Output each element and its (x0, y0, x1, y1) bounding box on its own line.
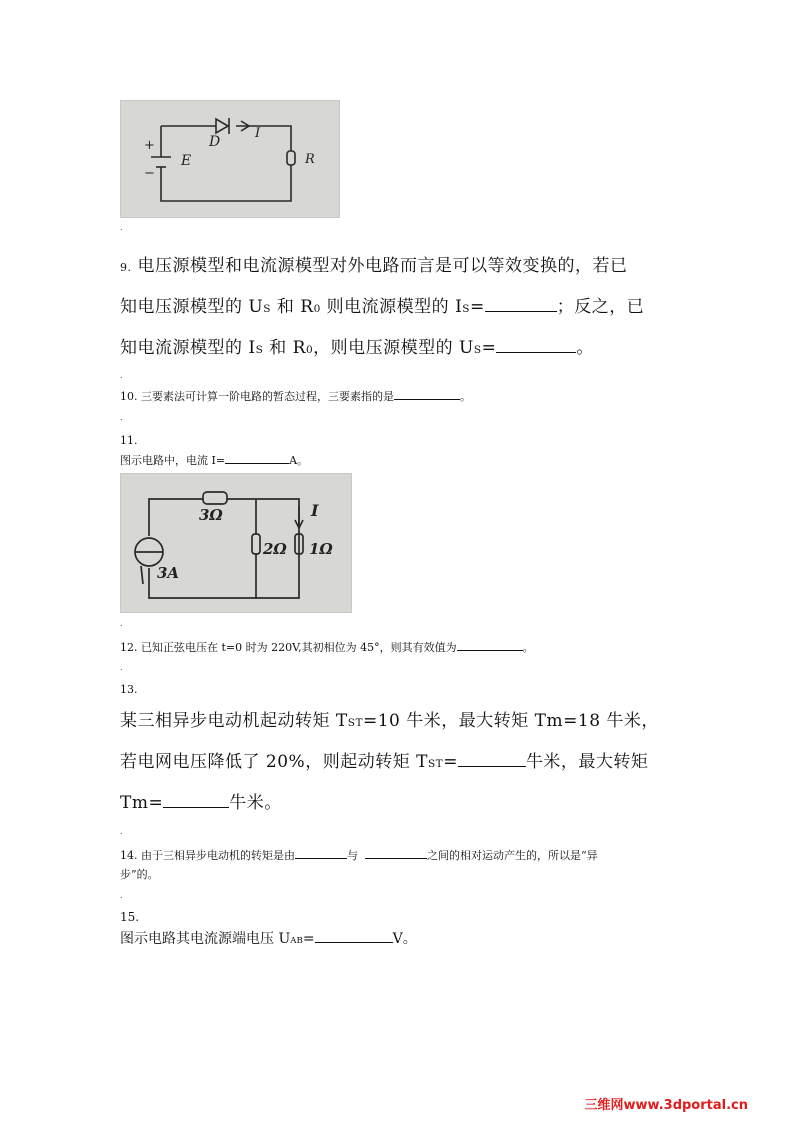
q9-line-3: 知电流源模型的 IS 和 R0，则电压源模型的 US= 。 (120, 338, 594, 358)
circuit-photo-current-source (120, 473, 352, 613)
q15-line: 图示电路其电流源端电压 UAB= V。 (120, 931, 417, 947)
answer-blank[interactable] (496, 338, 576, 353)
fig1-plus: + (144, 138, 155, 153)
q10-line: 10. 三要素法可计算一阶电路的暂态过程，三要素指的是 。 (120, 390, 471, 403)
fig1-e: E (181, 153, 192, 169)
fig2-r3: 3Ω (199, 506, 223, 524)
q9-line-1: 9. 电压源模型和电流源模型对外电路而言是可以等效变换的，若已 (120, 256, 628, 276)
answer-blank[interactable] (457, 640, 523, 651)
fig1-r: R (305, 152, 315, 167)
fig1-d: D (209, 134, 221, 150)
answer-blank[interactable] (295, 848, 347, 859)
dot: . (120, 223, 123, 232)
q14-line-1: 14. 由于三相异步电动机的转矩是由 与 之间的相对运动产生的，所以是“异 (120, 849, 598, 862)
q13-line-3: Tm= 牛米。 (120, 793, 282, 813)
fig1-minus: − (144, 166, 155, 181)
diode-circuit-diagram (121, 101, 339, 217)
answer-blank[interactable] (458, 752, 526, 767)
watermark-logo: 三维网www.3dportal.cn (584, 1098, 748, 1113)
answer-blank[interactable] (163, 793, 229, 808)
current-source-circuit-diagram (121, 474, 351, 612)
dot: . (120, 619, 123, 628)
q13-num: 13. (120, 683, 138, 696)
fig2-r1: 1Ω (309, 540, 333, 558)
q12-line: 12. 已知正弦电压在 t=0 时为 220V,其初相位为 45°，则其有效值为 。 (120, 641, 534, 654)
answer-blank[interactable] (315, 930, 393, 943)
answer-blank[interactable] (394, 389, 460, 400)
q11-num: 11. (120, 434, 138, 447)
answer-blank[interactable] (225, 453, 289, 464)
fig1-i: I (255, 126, 261, 141)
q11-line: 图示电路中，电流 I= A。 (120, 454, 309, 467)
fig2-r2: 2Ω (263, 540, 287, 558)
q9-line-2: 知电压源模型的 US 和 R0 则电流源模型的 IS= ；反之，已 (120, 297, 645, 317)
q13-line-1: 某三相异步电动机起动转矩 TST=10 牛米，最大转矩 Tm=18 牛米， (120, 711, 659, 731)
q13-line-2: 若电网电压降低了 20%，则起动转矩 TST= 牛米，最大转矩 (120, 752, 649, 772)
dot: . (120, 891, 123, 900)
dot: . (120, 827, 123, 836)
fig2-src: 3A (157, 564, 180, 582)
answer-blank[interactable] (485, 297, 557, 312)
dot: . (120, 371, 123, 380)
q15-num: 15. (120, 910, 140, 924)
answer-blank[interactable] (365, 848, 427, 859)
fig2-i: I (311, 501, 319, 520)
dot: . (120, 663, 123, 672)
q14-line-2: 步”的。 (120, 868, 159, 881)
dot: . (120, 413, 123, 422)
circuit-photo-diode (120, 100, 340, 218)
